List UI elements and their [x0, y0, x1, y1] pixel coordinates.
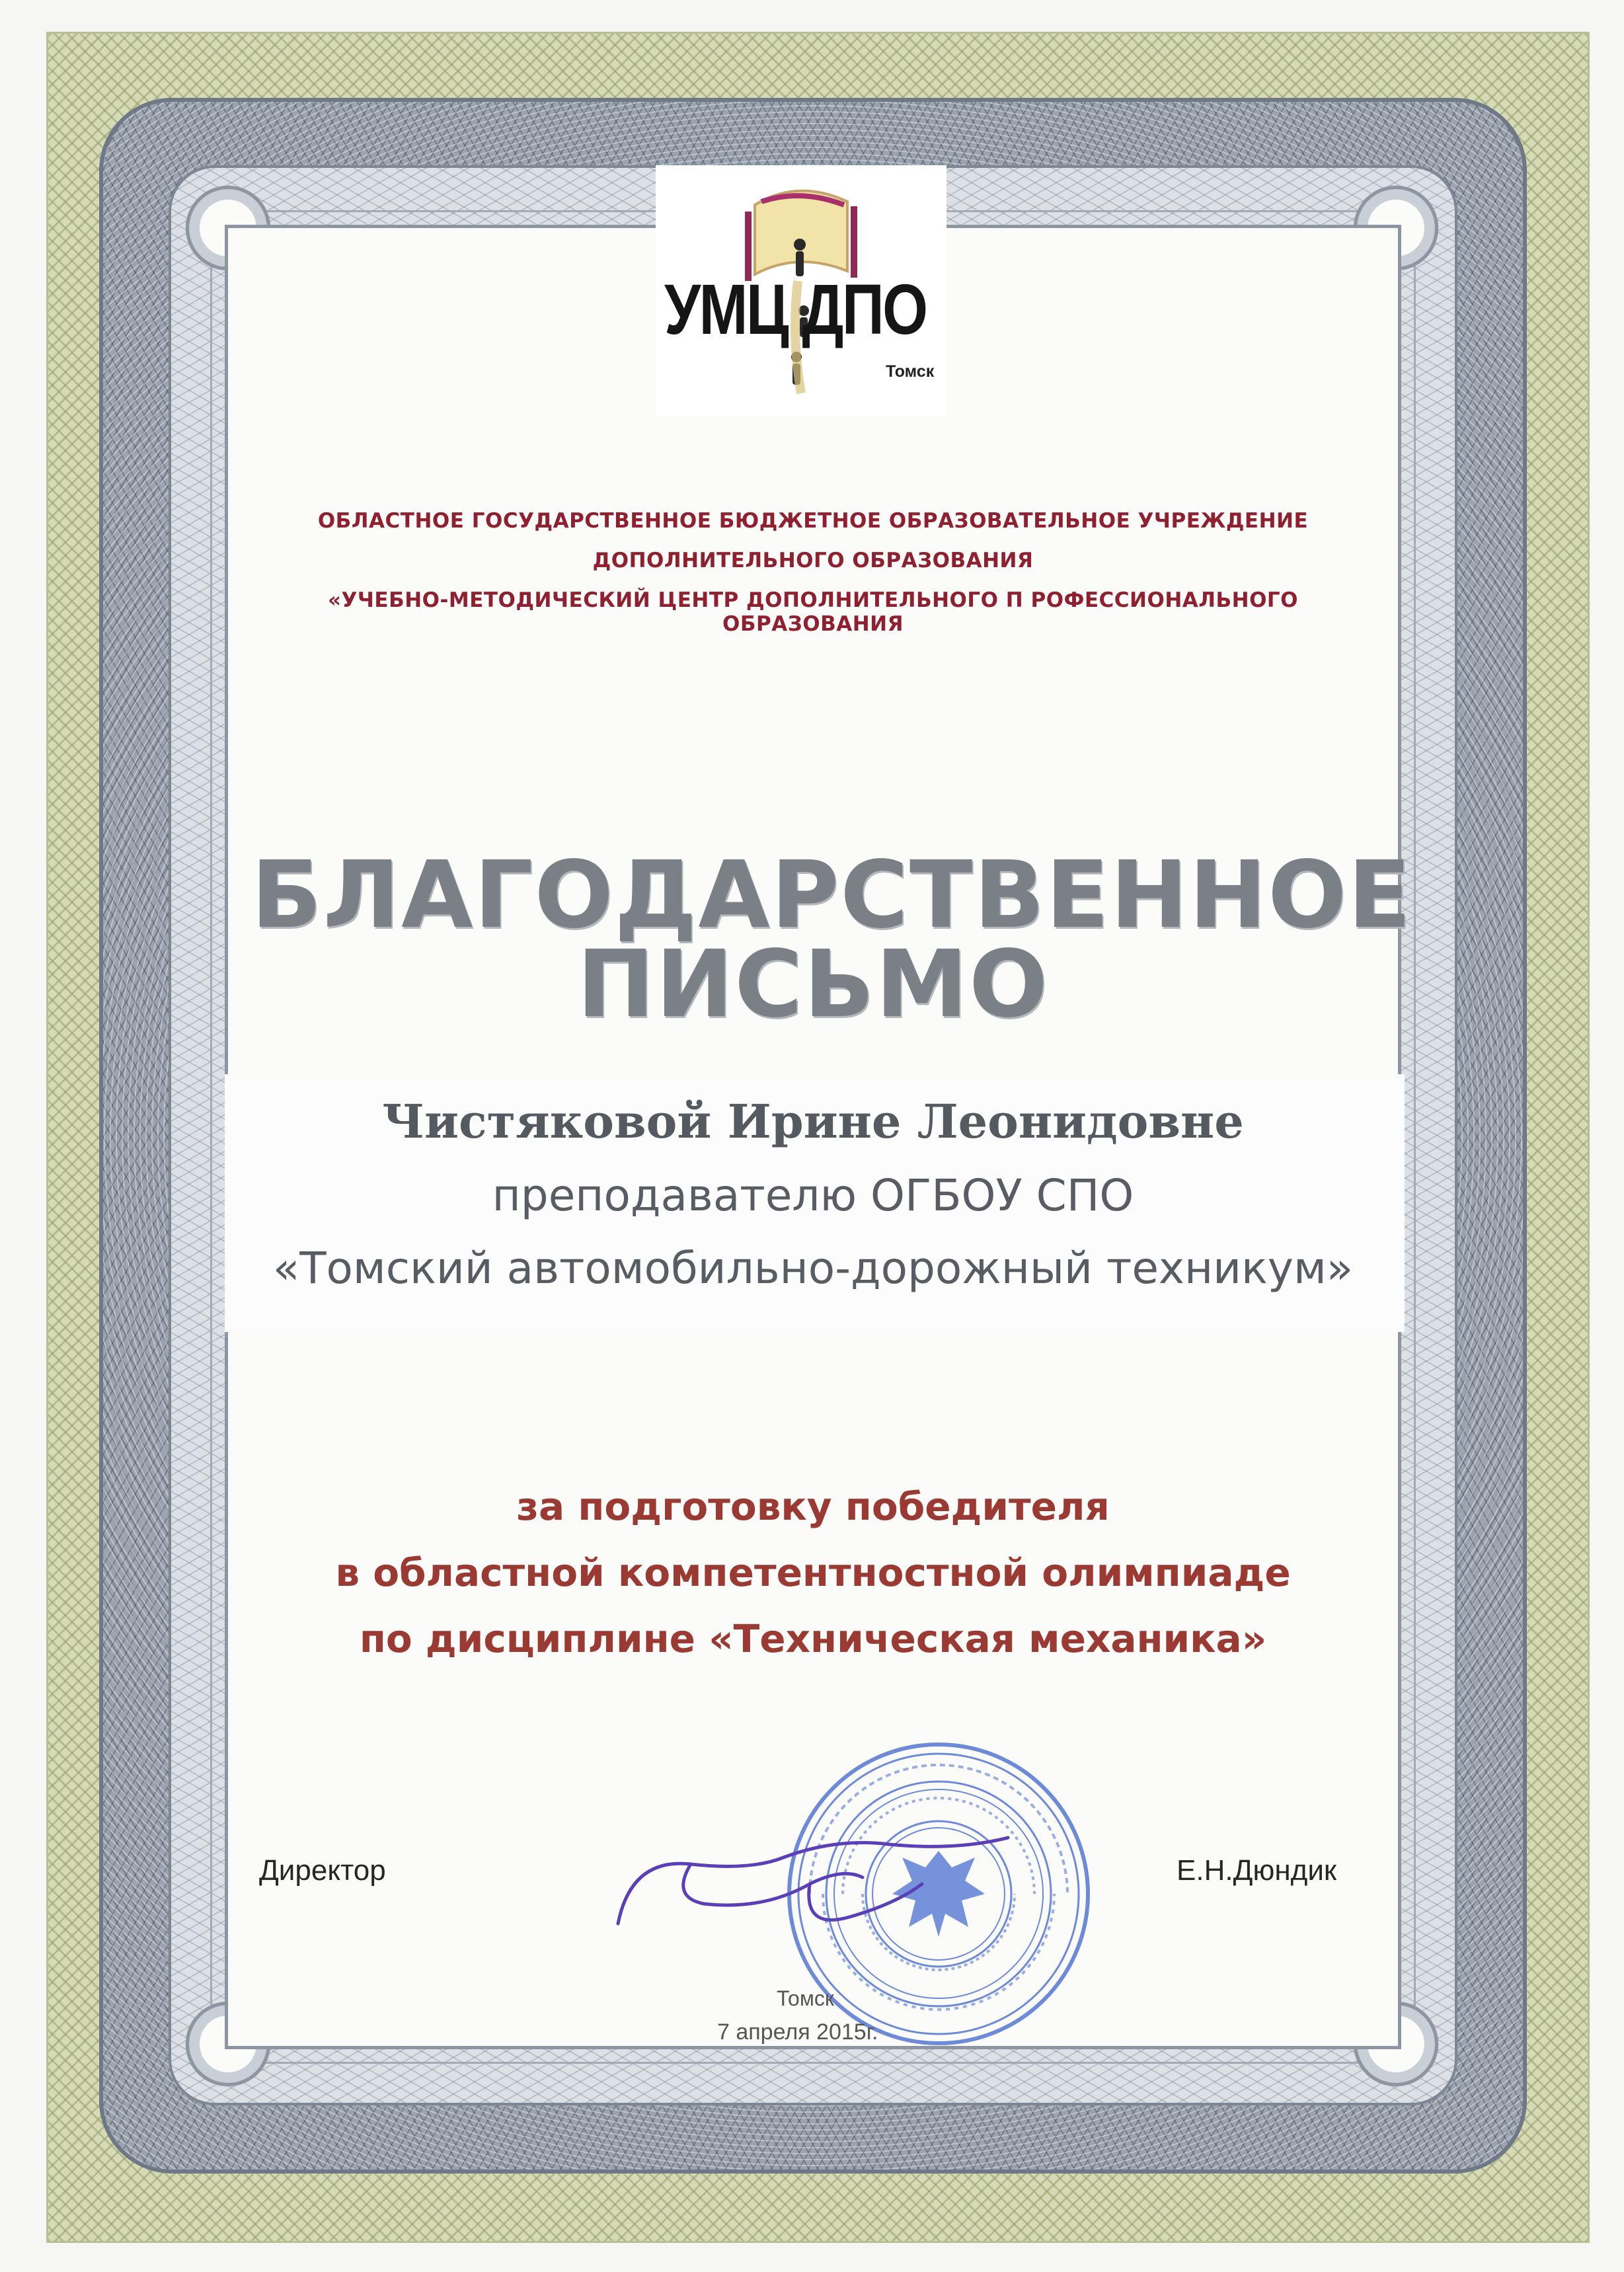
- signatory-role: Директор: [259, 1854, 386, 1887]
- reason-line-3: по дисциплине «Техническая механика»: [359, 1616, 1267, 1661]
- document-title-line-2: ПИСЬМО: [576, 931, 1050, 1038]
- organization-line-3: «УЧЕБНО-МЕТОДИЧЕСКИЙ ЦЕНТР ДОПОЛНИТЕЛЬНОГО П РОФЕССИОНАЛЬНОГО ОБРАЗОВАНИЯ: [327, 588, 1299, 636]
- organization-line-2: ДОПОЛНИТЕЛЬНОГО ОБРАЗОВАНИЯ: [592, 549, 1034, 572]
- signature-icon: [611, 1818, 1021, 1957]
- logo-wordmark: УМЦ ДПО: [664, 269, 927, 349]
- organization-line-1: ОБЛАСТНОЕ ГОСУДАРСТВЕННОЕ БЮДЖЕТНОЕ ОБРАЗОВАТЕЛЬНОЕ УЧРЕЖДЕНИЕ: [317, 509, 1309, 533]
- issue-city: Томск: [777, 1986, 834, 2010]
- document-title-line-1: БЛАГОДАРСТВЕННОЕ: [251, 842, 1412, 949]
- recipient-position-line-2: «Томский автомобильно-дорожный техникум»: [272, 1243, 1354, 1294]
- reason-line-2: в областной компетентностной олимпиаде: [335, 1550, 1291, 1595]
- logo-city: Томск: [886, 362, 935, 381]
- recipient-position-line-1: преподавателю ОГБОУ СПО: [492, 1170, 1134, 1221]
- reason-line-1: за подготовку победителя: [516, 1484, 1110, 1529]
- signatory-name: Е.Н.Дюндик: [1177, 1854, 1337, 1887]
- recipient-name: Чистяковой Ирине Леонидовне: [382, 1094, 1244, 1149]
- issue-date: 7 апреля 2015г.: [717, 2019, 878, 2045]
